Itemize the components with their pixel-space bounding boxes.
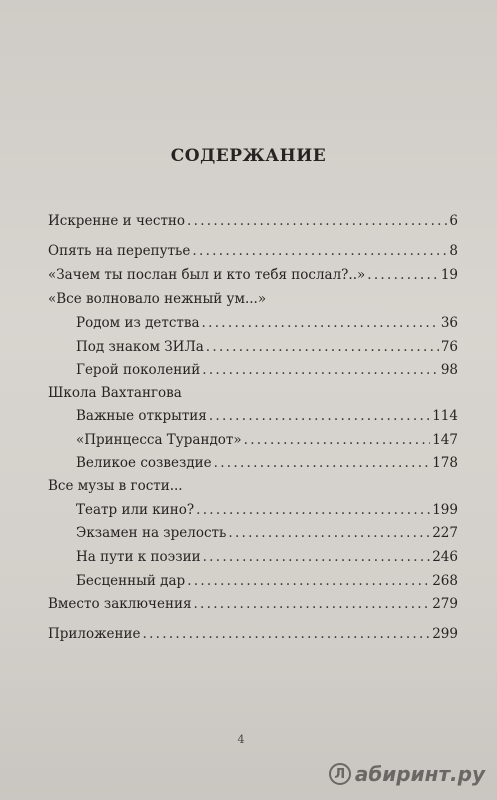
- toc-entry-page: 279: [432, 596, 458, 612]
- toc-entry: [48, 267, 458, 289]
- toc-leader-dots: [228, 525, 430, 541]
- toc-entry-title: «Принцесса Турандот»: [76, 432, 242, 448]
- toc-entry: [76, 408, 458, 430]
- toc-leader-dots: [187, 573, 430, 589]
- toc-leader-dots: [193, 596, 430, 612]
- toc-entry-title: Родом из детства: [76, 315, 200, 331]
- toc-leader-dots: [209, 408, 430, 424]
- toc-entry: [76, 315, 458, 337]
- toc-leader-dots: [187, 213, 447, 229]
- toc-entry-title: Театр или кино?: [76, 502, 195, 518]
- toc-entry: [76, 455, 458, 477]
- toc-entry-page: 36: [440, 315, 458, 331]
- toc-leader-dots: [202, 315, 439, 331]
- toc-leader-dots: [203, 549, 431, 565]
- toc-entry-title: Под знаком ЗИЛа: [76, 339, 204, 355]
- toc-leader-dots: [244, 432, 431, 448]
- toc-entry-page: 299: [432, 626, 458, 642]
- toc-entry-page: 147: [432, 432, 458, 448]
- toc-entry: [76, 525, 458, 547]
- labirint-logo-icon: Л: [329, 763, 351, 785]
- toc-entry-title: Важные открытия: [76, 408, 207, 424]
- toc-entry-page: 98: [440, 362, 458, 378]
- toc-entry-title: Приложение: [48, 626, 141, 642]
- toc-entry: [48, 213, 458, 235]
- toc-entry-title: Вместо заключения: [48, 596, 192, 612]
- toc-entry: [48, 243, 458, 265]
- toc-entry-title: Герой поколений: [76, 362, 201, 378]
- table-of-contents: [48, 0, 458, 800]
- toc-entry-title: Школа Вахтангова: [48, 385, 182, 401]
- toc-entry: [48, 478, 458, 500]
- toc-entry-title: Бесценный дар: [76, 573, 186, 589]
- toc-entry-page: 19: [440, 267, 458, 283]
- toc-entry-page: 268: [432, 573, 458, 589]
- toc-entry-page: 114: [432, 408, 458, 424]
- toc-entry-page: 6: [449, 213, 458, 229]
- toc-leader-dots: [192, 243, 447, 259]
- toc-entry: [48, 626, 458, 648]
- toc-entry: [76, 502, 458, 524]
- toc-leader-dots: [206, 339, 439, 355]
- toc-entry: [76, 573, 458, 595]
- toc-leader-dots: [143, 626, 431, 642]
- toc-entry-title: Опять на перепутье: [48, 243, 191, 259]
- toc-entry: [48, 596, 458, 618]
- toc-entry: [76, 339, 458, 361]
- toc-entry: [76, 362, 458, 384]
- toc-entry-title: Экзамен на зрелость: [76, 525, 227, 541]
- toc-leader-dots: [214, 455, 431, 471]
- toc-entry-page: 246: [432, 549, 458, 565]
- toc-entry-title: На пути к поэзии: [76, 549, 201, 565]
- toc-entry: [76, 432, 458, 454]
- toc-entry: [76, 549, 458, 571]
- toc-entry-title: Искренне и честно: [48, 213, 186, 229]
- toc-entry-page: 76: [440, 339, 458, 355]
- toc-leader-dots: [202, 362, 439, 378]
- toc-entry-page: 178: [432, 455, 458, 471]
- watermark-text: абиринт.ру: [354, 762, 485, 786]
- toc-entry: [48, 385, 458, 407]
- toc-entry: [48, 291, 458, 313]
- page-folio-mark: 4: [237, 733, 245, 746]
- toc-leader-dots: [367, 267, 439, 283]
- toc-entry-title: «Все волновало нежный ум...»: [48, 291, 267, 307]
- toc-entry-page: 227: [432, 525, 458, 541]
- toc-entry-title: Великое созвездие: [76, 455, 212, 471]
- toc-entry-page: 8: [449, 243, 458, 259]
- toc-leader-dots: [196, 502, 430, 518]
- page-title: СОДЕРЖАНИЕ: [170, 146, 327, 166]
- toc-entry-title: Все музы в гости...: [48, 478, 183, 494]
- toc-entry-page: 199: [432, 502, 458, 518]
- watermark-logo: [329, 762, 485, 786]
- toc-entry-title: «Зачем ты послан был и кто тебя послал?..»: [48, 267, 366, 283]
